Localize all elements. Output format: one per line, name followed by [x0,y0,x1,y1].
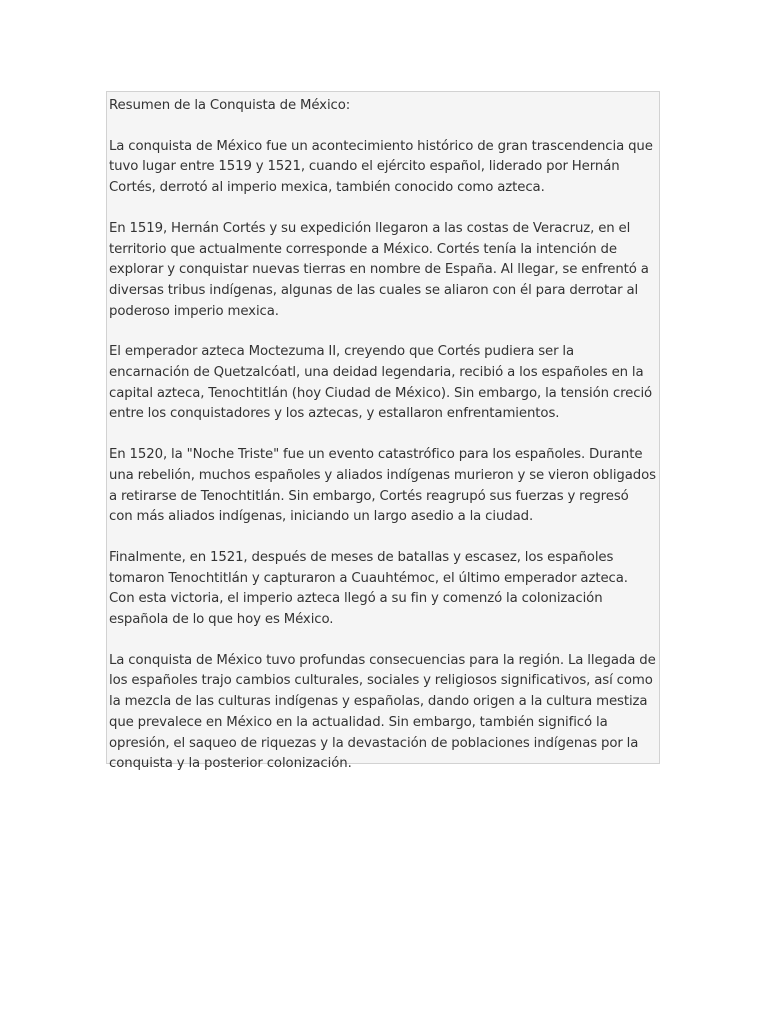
document-heading: Resumen de la Conquista de México: [109,98,351,113]
paragraph-consequences: La conquista de México tuvo profundas consecuencias para la región. La llegada de los españoles trajo cambios culturales, sociales y religiosos significativos, así como la mezcla de las culturas indígenas y españolas, dando origen a la cultura mestiza que prevalece en México en la actualidad. Sin embargo, también significó la opresión, el saqueo de riquezas y la devastación de poblaciones indígenas por la conquista y la posterior colonización. [109,652,656,772]
paragraph-moctezuma: El emperador azteca Moctezuma II, creyendo que Cortés pudiera ser la encarnación de Quetzalcóatl, una deidad legendaria, recibió a los españoles en la capital azteca, Tenochtitlán (hoy Ciudad de México). Sin embargo, la tensión creció entre los conquistadores y los aztecas, y estallaron enfrentamientos. [109,344,653,422]
summary-text-box [106,91,660,772]
paragraph-expedition: En 1519, Hernán Cortés y su expedición llegaron a las costas de Veracruz, en el territorio que actualmente corresponde a México. Cortés tenía la intención de explorar y conquistar nuevas tierras en nombre de España. Al llegar, se enfrentó a diversas tribus indígenas, algunas de las cuales se aliaron con él para derrotar al poderoso imperio mexica. [109,220,649,319]
paragraph-intro: La conquista de México fue un acontecimiento histórico de gran trascendencia que tuvo lugar entre 1519 y 1521, cuando el ejército español, liderado por Hernán Cortés, derrotó al imperio mexica, también conocido como azteca. [109,138,653,196]
paragraph-fall-of-tenochtitlan: Finalmente, en 1521, después de meses de batallas y escasez, los españoles tomaron Tenochtitlán y capturaron a Cuauhtémoc, el último emperador azteca. Con esta victoria, el imperio azteca llegó a su fin y comenzó la colonización española de lo que hoy es México. [109,549,628,628]
paragraph-noche-triste: En 1520, la "Noche Triste" fue un evento catastrófico para los españoles. Durante una rebelión, muchos españoles y aliados indígenas murieron y se vieron obligados a retirarse de Tenochtitlán. Sin embargo, Cortés reagrupó sus fuerzas y regresó con más aliados indígenas, iniciando un largo asedio a la ciudad. [109,447,657,525]
